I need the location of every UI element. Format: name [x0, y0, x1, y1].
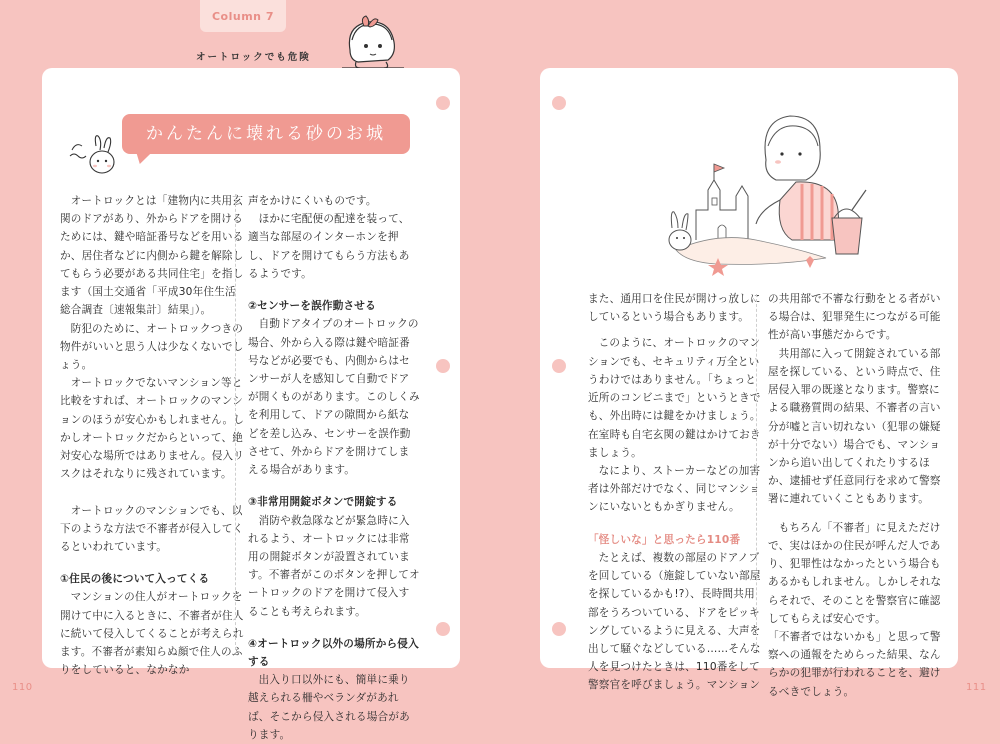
- subheading: ③非常用開錠ボタンで開錠する: [248, 496, 398, 509]
- left-page: [42, 68, 460, 741]
- right-page: [540, 68, 958, 698]
- girl-peeking-illustration: [338, 10, 408, 74]
- subheading: 「怪しいな」と思ったら110番: [588, 533, 741, 546]
- binder-hole: [436, 96, 450, 110]
- paragraph: なにより、ストーカーなどの加害者は外部だけでなく、同じマンションにいないともかぎりません。: [588, 464, 761, 514]
- binder-hole: [552, 96, 566, 110]
- binder-hole: [436, 622, 450, 636]
- right-column-1: [588, 290, 764, 695]
- paragraph: 自動ドアタイプのオートロックの場合、外から入る際は鍵や暗証番号などが必要でも、内側からはセンサーが人を感知して自動でドアが開くものがあります。このしくみを利用して、ドアの隙間から紙などを差し込み、センサーを誤作動させて、外からドアを開けてしまえる場合があります。: [248, 318, 420, 477]
- page-number-right: 111: [966, 682, 987, 693]
- binder-hole: [552, 622, 566, 636]
- page-number-left: 110: [12, 682, 33, 693]
- paragraph: 声をかけにくいものです。: [248, 195, 377, 207]
- paragraph: の共用部で不審な行動をとる者がいる場合は、犯罪発生につながる可能性が高い事態だからです。: [768, 293, 941, 342]
- subheading: ①住民の後について入ってくる: [60, 573, 210, 586]
- banner-tail: [132, 152, 152, 164]
- left-column-1: [60, 192, 246, 679]
- left-column-2: [248, 192, 420, 744]
- column-divider: [756, 294, 757, 650]
- paragraph: このように、オートロックのマンションでも、セキュリティ万全というわけではありません。「ちょっと近所のコンビニまで」というときでも、外出時には鍵をかけましょう。在室時も自宅玄関の鍵はかけておきましょう。: [588, 337, 761, 459]
- paragraph: 防犯のために、オートロックつきの物件がいいと思う人は少なくないでしょう。: [60, 322, 244, 371]
- binder-hole: [436, 359, 450, 373]
- paragraph: 消防や救急隊などが緊急時に入れるよう、オートロックには非常用の開錠ボタンが設置されています。不審者がこのボタンを押してオートロックのドアを開けて侵入することも考えられます。: [248, 514, 420, 618]
- paragraph: オートロックでないマンション等と比較をすれば、オートロックのマンションのほうが安心かもしれません。しかしオートロックだからといって、絶対安心な場所ではありません。侵入リスクはそれなりに残されています。: [60, 377, 245, 481]
- paragraph: 共用部に入って開錠されている部屋を探している、という時点で、住居侵入罪の既遂となります。警察による職務質問の結果、不審者の言い分が嘘と言い切れない（犯罪の嫌疑が十分でない）場合でも、マンションから追い出してくれたりするほか、逮捕せず任意同行を求めて警察署に連れていくこともあります。: [768, 347, 941, 506]
- paragraph: もちろん「不審者」に見えただけで、実はほかの住民が呼んだ人であり、犯罪性はなかったという場合もあるかもしれません。しかしそれならそれで、そのことを警察官に確認してもらえば安心です。: [768, 521, 942, 625]
- binder-hole: [552, 359, 566, 373]
- paragraph: ほかに宅配便の配達を装って、適当な部屋のインターホンを押し、ドアを開けてもらう方法もあるようです。: [248, 213, 410, 280]
- paragraph: 「不審者ではないかも」と思って警察への通報をためらった結果、なんらかの犯罪が行われることを、避けるべきでしょう。: [768, 630, 941, 698]
- section-title: かんたんに壊れる砂のお城: [122, 114, 410, 154]
- bunny-doodle-illustration: [66, 132, 118, 182]
- column-subtitle: オートロックでも危険: [196, 52, 311, 63]
- right-column-2: [768, 290, 948, 701]
- column-label: Column 7: [200, 0, 286, 32]
- subheading: ④オートロック以外の場所から侵入する: [248, 637, 419, 669]
- paragraph: オートロックとは「建物内に共用玄関のドアがあり、外からドアを開けるためには、鍵や暗証番号などを用いるか、居住者などに内側から鍵を解除してもらう必要がある共同住宅」を指します（国土交通省「平成30年住生活総合調査〔速報集計〕結果」）。: [60, 195, 244, 317]
- column-divider: [235, 194, 236, 650]
- paragraph: 出入り口以外にも、簡単に乗り越えられる柵やベランダがあれば、そこから侵入される場合があります。: [248, 674, 410, 741]
- paragraph: たとえば、複数の部屋のドアノブを回している（施錠していない部屋を探しているかも!?）、長時間共用部をうろついている、ドアをピッキングしているように見える、大声を出して騒ぐなどしている……そんな人を見つけたときは、110番をして警察官を呼びましょう。マンション: [588, 551, 761, 692]
- paragraph: マンションの住人がオートロックを開けて中に入るときに、不審者が住人に続いて侵入してくることが考えられます。不審者が素知らぬ顔で住人のふりをしていると、なかなか: [60, 591, 244, 677]
- girl-building-sandcastle-illustration: [656, 90, 876, 280]
- paragraph: オートロックのマンションでも、以下のような方法で不審者が侵入してくるといわれています。: [60, 504, 244, 553]
- subheading: ②センサーを誤作動させる: [248, 300, 376, 313]
- paragraph: また、通用口を住民が開けっ放しにしているという場合もあります。: [588, 293, 761, 324]
